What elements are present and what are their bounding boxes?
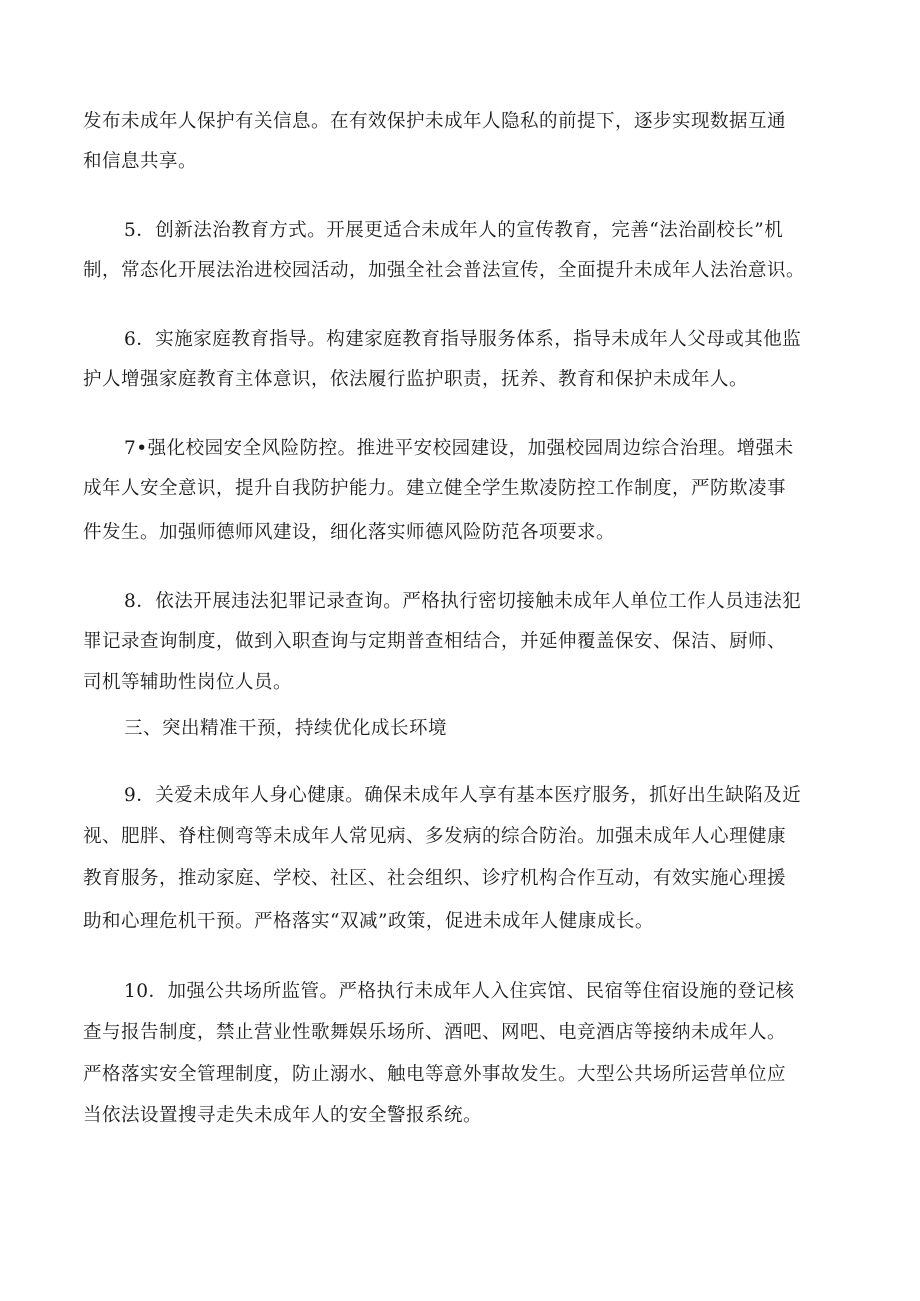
item-5-line-2: 制，常态化开展法治进校园活动，加强全社会普法宣传，全面提升未成年人法治意识。 bbox=[83, 260, 806, 281]
section-heading-3: 三、突出精准干预，持续优化成长环境 bbox=[124, 718, 448, 739]
item-10-line-1: 10．加强公共场所监管。严格执行未成年人入住宾馆、民宿等住宿设施的登记核 bbox=[124, 981, 795, 1002]
item-8-line-3: 司机等辅助性岗位人员。 bbox=[83, 672, 293, 693]
para-line-2: 和信息共享。 bbox=[83, 151, 198, 172]
item-8-line-2: 罪记录查询制度，做到入职查询与定期普查相结合，并延伸覆盖保安、保洁、厨师、 bbox=[83, 631, 787, 652]
item-9-line-3: 教育服务，推动家庭、学校、社区、社会组织、诊疗机构合作互动，有效实施心理援 bbox=[83, 868, 787, 889]
item-10-line-3: 严格落实安全管理制度，防止溺水、触电等意外事故发生。大型公共场所运营单位应 bbox=[83, 1064, 787, 1085]
item-7-line-2: 成年人安全意识，提升自我防护能力。建立健全学生欺凌防控工作制度，严防欺凌事 bbox=[83, 478, 787, 499]
item-7-line-1: 7•强化校园安全风险防控。推进平安校园建设，加强校园周边综合治理。增强未 bbox=[124, 438, 794, 459]
item-6-line-2: 护人增强家庭教育主体意识，依法履行监护职责，抚养、教育和保护未成年人。 bbox=[83, 369, 749, 390]
item-7-line-3: 件发生。加强师德师风建设，细化落实师德风险防范各项要求。 bbox=[83, 522, 616, 543]
item-9-line-2: 视、肥胖、脊柱侧弯等未成年人常见病、多发病的综合防治。加强未成年人心理健康 bbox=[83, 826, 787, 847]
item-10-line-2: 查与报告制度，禁止营业性歌舞娱乐场所、酒吧、网吧、电竞酒店等接纳未成年人。 bbox=[83, 1022, 787, 1043]
item-8-line-1: 8．依法开展违法犯罪记录查询。严格执行密切接触未成年人单位工作人员违法犯 bbox=[124, 591, 802, 612]
para-line-1: 发布未成年人保护有关信息。在有效保护未成年人隐私的前提下，逐步实现数据互通 bbox=[83, 111, 787, 132]
item-10-line-4: 当依法设置搜寻走失未成年人的安全警报系统。 bbox=[83, 1105, 483, 1126]
item-5-line-1: 5．创新法治教育方式。开展更适合未成年人的宣传教育，完善“法治副校长”机 bbox=[124, 220, 784, 241]
item-6-line-1: 6．实施家庭教育指导。构建家庭教育指导服务体系，指导未成年人父母或其他监 bbox=[124, 329, 802, 350]
item-9-line-4: 助和心理危机干预。严格落实“双减”政策，促进未成年人健康成长。 bbox=[83, 911, 654, 932]
item-9-line-1: 9．关爱未成年人身心健康。确保未成年人享有基本医疗服务，抓好出生缺陷及近 bbox=[124, 785, 802, 806]
